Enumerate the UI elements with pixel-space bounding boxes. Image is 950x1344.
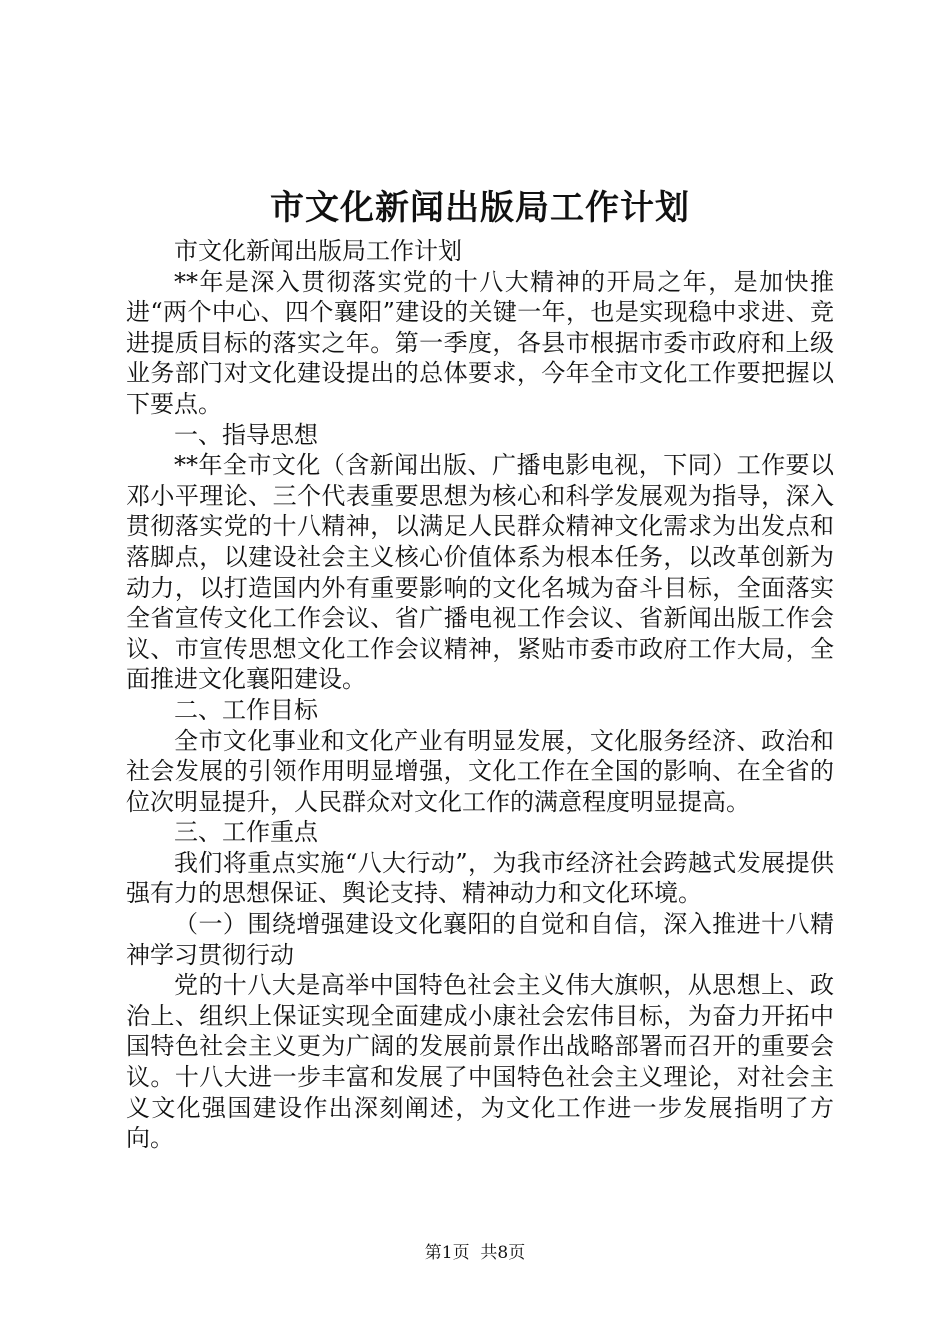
paragraph-work-goals: 全市文化事业和文化产业有明显发展，文化服务经济、政治和社会发展的引领作用明显增强，文化工作在全国的影响、在全省的位次明显提升，人民群众对文化工作的满意程度明显提高。	[126, 726, 834, 816]
paragraph-guiding-ideology: **年全市文化（含新闻出版、广播电影电视，下同）工作要以邓小平理论、三个代表重要思想为核心和科学发展观为指导，深入贯彻落实党的十八精神，以满足人民群众精神文化需求为出发点和落脚点，以建设社会主义核心价值体系为根本任务，以改革创新为动力，以打造国内外有重要影响的文化名城为奋斗目标，全面落实全省宣传文化工作会议、省广播电视工作会议、省新闻出版工作会议、市宣传思想文化工作会议精神，紧贴市委市政府工作大局，全面推进文化襄阳建设。	[126, 451, 834, 694]
section-heading-guiding-ideology: 一、指导思想	[174, 420, 318, 449]
subsection-heading-1: （一）围绕增强建设文化襄阳的自觉和自信，深入推进十八精神学习贯彻行动	[126, 910, 834, 969]
document-page	[126, 182, 834, 1154]
paragraph-intro: **年是深入贯彻落实党的十八大精神的开局之年，是加快推进“两个中心、四个襄阳”建设的关键一年，也是实现稳中求进、竞进提质目标的落实之年。第一季度，各县市根据市委市政府和上级业务部门对文化建设提出的总体要求，今年全市文化工作要把握以下要点。	[126, 267, 834, 418]
paragraph-eighteenth-congress: 党的十八大是高举中国特色社会主义伟大旗帜，从思想上、政治上、组织上保证实现全面建成小康社会宏伟目标，为奋力开拓中国特色社会主义更为广阔的发展前景作出战略部署而召开的重要会议。十八大进一步丰富和发展了中国特色社会主义理论，对社会主义文化强国建设作出深刻阐述，为文化工作进一步发展指明了方向。	[126, 971, 834, 1153]
page-total: 共8页	[480, 1243, 526, 1263]
document-title: 市文化新闻出版局工作计划	[270, 188, 690, 228]
page-number: 第1页	[424, 1243, 470, 1263]
page-footer	[0, 1241, 950, 1265]
document-subtitle: 市文化新闻出版局工作计划	[174, 237, 462, 265]
section-heading-work-goals: 二、工作目标	[174, 695, 318, 724]
section-heading-work-focus: 三、工作重点	[174, 818, 318, 847]
paragraph-work-focus: 我们将重点实施“八大行动”，为我市经济社会跨越式发展提供强有力的思想保证、舆论支持、精神动力和文化环境。	[126, 848, 834, 908]
